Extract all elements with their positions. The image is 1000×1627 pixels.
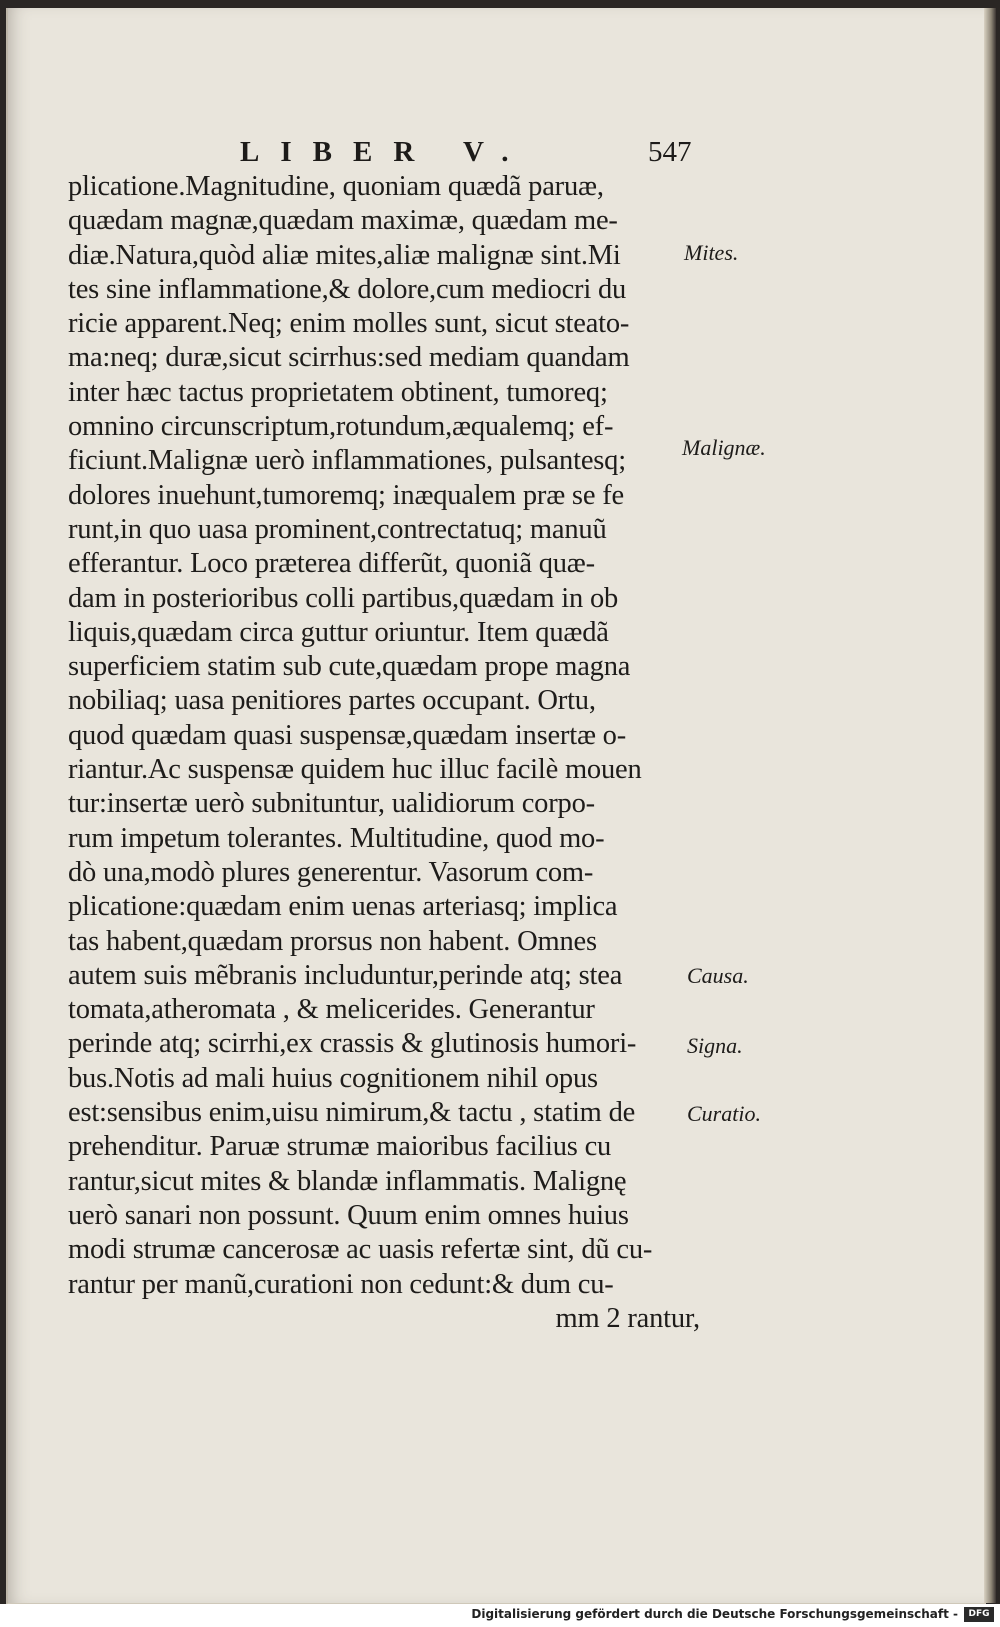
text-line: quædam magnæ,quædam maximæ, quædam me- <box>68 205 618 237</box>
text-line: prehenditur. Paruæ strumæ maioribus facilius cu <box>68 1131 612 1163</box>
text-line: runt,in quo uasa prominent,contrectatuq; manuũ <box>68 513 607 545</box>
text-line: tomata,atheromata , & melicerides. Generantur <box>68 994 595 1026</box>
text-line: diæ.Natura,quòd aliæ mites,aliæ malignæ sint.Mi <box>68 239 621 271</box>
text-line: tas habent,quædam prorsus non habent. Omnes <box>68 925 597 957</box>
body-text <box>68 170 708 1336</box>
text-line: ma:neq; duræ,sicut scirrhus:sed mediam quandam <box>68 342 630 374</box>
text-line: dam in posterioribus colli partibus,quædam in ob <box>68 582 619 614</box>
page-edge <box>984 8 996 1603</box>
page-number: 547 <box>648 136 692 168</box>
marginal-note-mites: Mites. <box>684 240 739 265</box>
text-line: dolores inuehunt,tumoremq; inæqualem præ se fe <box>68 479 624 511</box>
page-title: LIBER V. <box>240 136 530 168</box>
text-line: autem suis mẽbranis includuntur,perinde atq; stea <box>68 959 623 991</box>
text-line: nobiliaq; uasa penitiores partes occupant. Ortu, <box>68 685 596 717</box>
text-line: perinde atq; scirrhi,ex crassis & glutinosis humori- <box>68 1028 637 1060</box>
text-line: superficiem statim sub cute,quædam prope magna <box>68 651 631 683</box>
text-line: riantur.Ac suspensæ quidem huc illuc facilè mouen <box>68 754 642 786</box>
footer-credit: Digitalisierung gefördert durch die Deutsche Forschungsgemeinschaft - <box>471 1607 958 1621</box>
text-line: plicatione:quædam enim uenas arteriasq; implica <box>68 891 618 923</box>
text-line: tur:insertæ uerò subnituntur, ualidiorum corpo- <box>68 788 595 820</box>
text-line: rantur per manũ,curationi non cedunt:& dum cu- <box>68 1268 614 1300</box>
text-line: liquis,quædam circa guttur oriuntur. Item quædã <box>68 616 609 648</box>
text-line: tes sine inflammatione,& dolore,cum mediocri du <box>68 273 627 305</box>
marginal-note-curatio: Curatio. <box>687 1101 761 1126</box>
book-page <box>6 8 986 1605</box>
text-line: dò una,modò plures generentur. Vasorum com- <box>68 856 594 888</box>
text-line: uerò sanari non possunt. Quum enim omnes huius <box>68 1199 629 1231</box>
marginal-note-signa: Signa. <box>687 1033 743 1058</box>
text-line: quod quædam quasi suspensæ,quædam insertæ o- <box>68 719 627 751</box>
text-line: rantur,sicut mites & blandæ inflammatis. Malignę <box>68 1165 627 1197</box>
text-line: ficiunt.Malignæ uerò inflammationes, pulsantesq; <box>68 445 626 477</box>
text-line: modi strumæ cancerosæ ac uasis refertæ sint, dũ cu- <box>68 1234 653 1266</box>
text-line: est:sensibus enim,uisu nimirum,& tactu , statim de <box>68 1097 636 1129</box>
text-line: efferantur. Loco præterea differũt, quoniã quæ- <box>68 548 595 580</box>
marginal-note-causa: Causa. <box>687 963 749 988</box>
text-line: omnino circunscriptum,rotundum,æqualemq; ef- <box>68 411 614 443</box>
text-line: inter hæc tactus proprietatem obtinent, tumoreq; <box>68 376 608 408</box>
catchword-line: mm 2 rantur, <box>555 1302 700 1334</box>
dfg-logo-icon: DFG <box>964 1607 994 1622</box>
text-line: bus.Notis ad mali huius cognitionem nihil opus <box>68 1062 598 1094</box>
digitization-footer <box>0 1604 1000 1627</box>
marginal-note-malignae: Malignæ. <box>682 435 766 460</box>
text-line: plicatione.Magnitudine, quoniam quædã paruæ, <box>68 171 604 202</box>
text-line: ricie apparent.Neq; enim molles sunt, sicut steato- <box>68 308 630 340</box>
text-line: rum impetum tolerantes. Multitudine, quod mo- <box>68 822 605 854</box>
